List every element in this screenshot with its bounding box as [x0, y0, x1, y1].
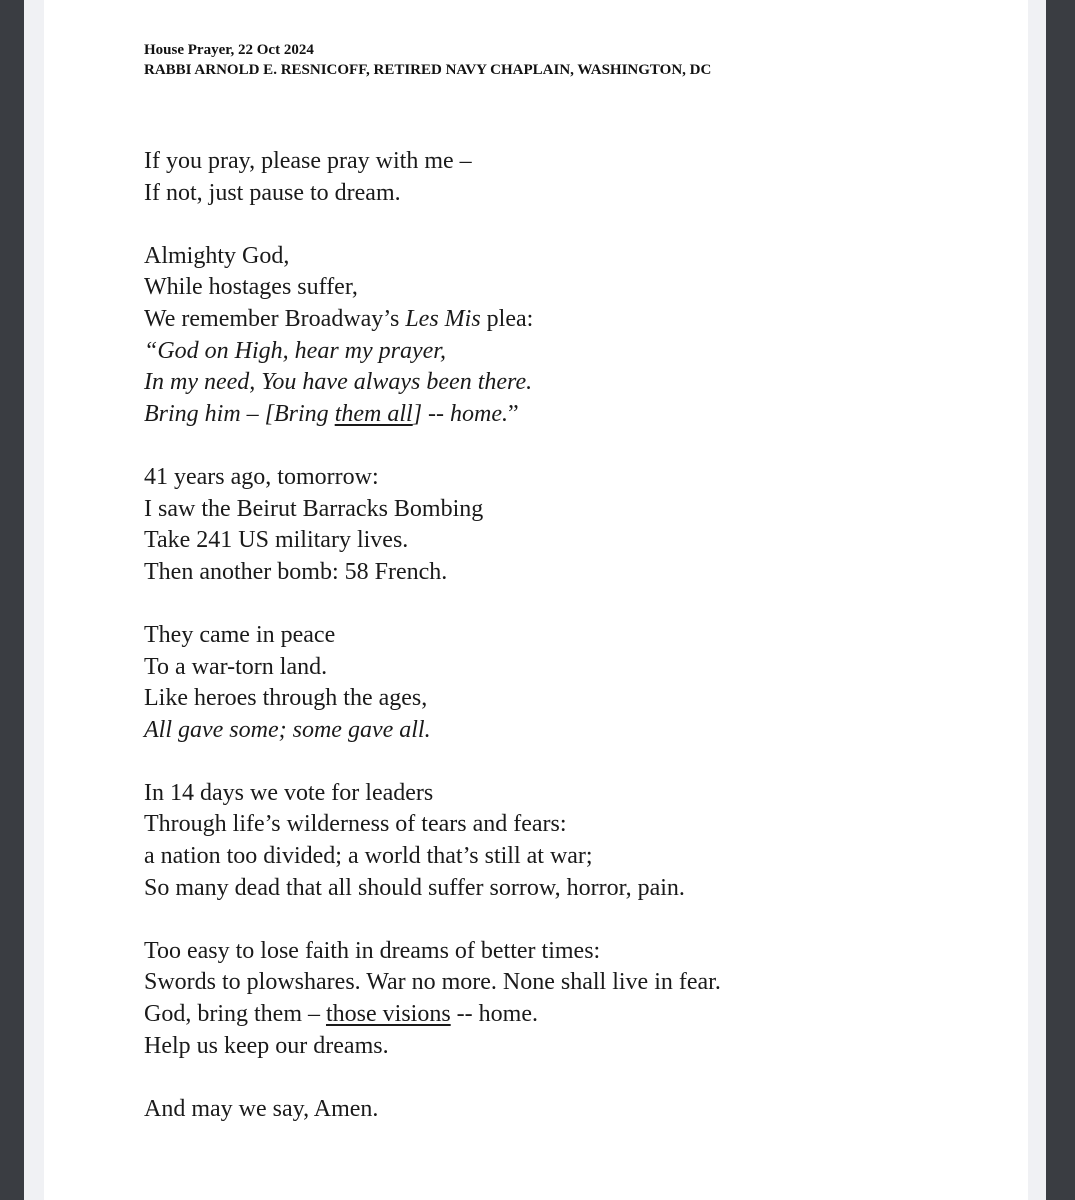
stanza-3-line-4: Then another bomb: 58 French. [144, 558, 448, 585]
text-span: plea: [480, 305, 534, 332]
text-span: We remember Broadway’s [144, 305, 406, 332]
text-span: Bring him – [Bring [144, 400, 335, 427]
stanza-4-line-3: Like heroes through the ages, [144, 685, 428, 712]
stanza-2-line-5: In my need, You have always been there. [144, 369, 533, 396]
document-header [144, 40, 711, 80]
text-span: ] -- home. [412, 400, 508, 427]
stanza-5-line-3: a nation too divided; a world that’s still at war; [144, 843, 593, 870]
document-page-frame [24, 0, 1046, 1200]
header-title: House Prayer, 22 Oct 2024 [144, 42, 314, 58]
underlined-text: them all [334, 400, 413, 427]
stanza-6-line-2: Swords to plowshares. War no more. None shall live in fear. [144, 969, 721, 996]
stanza-2-line-1: Almighty God, [144, 242, 290, 269]
closing-line: And may we say, Amen. [144, 1095, 379, 1122]
text-span: God, bring them – [144, 1001, 326, 1028]
stanza-2-line-3 [144, 304, 721, 336]
stanza-4-line-2: To a war-torn land. [144, 653, 328, 680]
stanza-6-line-1: Too easy to lose faith in dreams of better times: [144, 937, 601, 964]
stanza-3-line-2: I saw the Beirut Barracks Bombing [144, 495, 484, 522]
italic-title: Les Mis [405, 305, 481, 332]
stanza-6-line-4: Help us keep our dreams. [144, 1032, 389, 1059]
stanza-2-line-4: “God on High, hear my prayer, [144, 337, 446, 364]
prayer-text [144, 146, 721, 1125]
stanza-2-line-2: While hostages suffer, [144, 274, 358, 301]
stanza-5-line-2: Through life’s wilderness of tears and fears: [144, 811, 567, 838]
stanza-1-line-1: If you pray, please pray with me – [144, 148, 472, 174]
text-span: ” [508, 400, 519, 427]
stanza-4-line-4: All gave some; some gave all. [144, 716, 431, 743]
stanza-3-line-1: 41 years ago, tomorrow: [144, 463, 379, 490]
header-author: RABBI ARNOLD E. RESNICOFF, RETIRED NAVY CHAPLAIN, WASHINGTON, DC [144, 62, 712, 78]
underlined-text: those visions [325, 1001, 451, 1028]
stanza-2-line-6 [144, 399, 721, 431]
text-span: -- home. [450, 1001, 538, 1028]
stanza-4-line-1: They came in peace [144, 621, 336, 648]
stanza-3-line-3: Take 241 US military lives. [144, 527, 409, 554]
stanza-5-line-1: In 14 days we vote for leaders [144, 779, 434, 806]
stanza-6-line-3 [144, 999, 721, 1031]
stanza-1-line-2: If not, just pause to dream. [144, 179, 401, 206]
document-page [44, 0, 1028, 1200]
stanza-5-line-4: So many dead that all should suffer sorrow, horror, pain. [144, 874, 685, 901]
